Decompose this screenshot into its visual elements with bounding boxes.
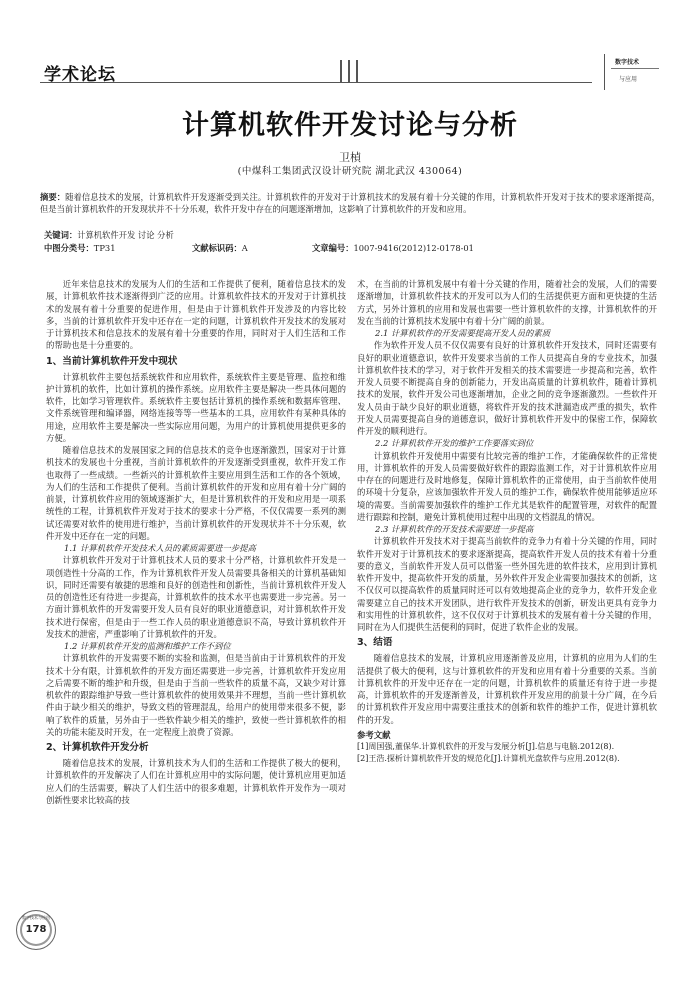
journal-logo — [604, 54, 661, 90]
header-divider-bars — [338, 60, 360, 82]
left-column — [46, 278, 346, 806]
section-heading-1: 1、当前计算机软件开发中现状 — [46, 355, 178, 367]
author: 卫楨 — [339, 151, 361, 164]
paragraph: 计算机软件主要包括系统软件和应用软件，系统软件主要是管理、监控和维护计算机的软件，比如计算机的操作系统。应用软件主要是解决一些具体问题的软件，比如学习管理软件。系统软件主要包括计算机的操作系统和数据库管理、文件系统管理和编译器，网络连接等等一些基本的工具，应用软件有某种具体的用途，应用软件主要是解决一些实际应用问题，为用户的计算机使用提供更多的方便。 — [46, 371, 346, 443]
references-heading: 参考文献 — [357, 729, 391, 740]
paragraph: 随着信息技术的发展，计算机应用逐渐普及应用，计算机的应用为人们的生活提供了极大的便利，这与计算机软件的开发和应用有着十分重要的关系。当前计算机软件的开发中还存在一定的问题，计算机软件的质量还有待于进一步提高，计算机软件的开发逐渐普及，计算机软件开发应用的前景十分广阔，在今后的计算机软件开发应用中需要注重技术的创新和软件的维护工作，促进计算机软件的开发。 — [357, 653, 657, 725]
clc-value: TP31 — [93, 243, 116, 253]
section-label: 学术论坛 — [44, 65, 116, 85]
badge-ring-text: 数字技术与应用 — [22, 915, 50, 920]
section-heading-2: 2、计算机软件开发分析 — [46, 742, 149, 753]
paragraph: 作为软件开发人员不仅仅需要有良好的计算机软件开发技术，同时还需要有良好的职业道德意识，软件开发要求当前的工作人员提高自身的专业技术，加强计算机软件技术的学习，对于软件开发相关的技术需要进一步提高和完善，软件开发人员要不断提高自身的创新能力，开发出高质量的计算机软件，随着计算机技术的发展，软件开发公司也逐渐增加，企业之间的竞争逐渐激烈。一些软件开发人员由于缺少良好的职业道德，将软件开发的技术泄漏造成严重的损失，软件开发人员需要提高自身的道德意识，做好计算机软件开发中的保密工作，保障软件开发的顺利进行。 — [357, 340, 657, 436]
subsection-heading-2-1: 2.1 计算机软件的开发需要提高开发人员的素质 — [375, 328, 551, 338]
paragraph: 术，在当前的计算机发展中有着十分关键的作用，随着社会的发展，人们的需要逐渐增加，计算机软件技术的开发可以为人们的生活提供更方面和更快捷的生活方式，另外计算机的应用和发展也需要一些计算机软件的支撑，计算机软件的开发在当前的计算机技术发展中有着十分广阔的前景。 — [357, 279, 657, 326]
paragraph: 计算机软件的开发需要不断的实验和监测，但是当前由于计算机软件的开发技术十分有限，计算机软件的开发方面还需要进一步完善，计算机软件开发应用之后需要不断的维护和升级，但是由于当前一些软件的质量不高，又缺少对计算机软件的跟踪维护导致一些计算机软件的使用效果并不理想，当前一些计算机软件由于缺少相关的维护，导致文档的管理混乱，给用户的使用带来很多不便，影响了软件的质量，另外由于一些软件缺少相关的维护，致使一些计算机软件的相关的功能未能及时开发，在一定程度上浪费了资源。 — [46, 653, 346, 737]
paragraph: 计算机软件开发技术对于提高当前软件的竞争力有着十分关键的作用，同时软件开发对于计算机技术的要求逐渐提高，提高软件开发人员的技术有着十分重要的意义，当前软件开发人员可以借鉴一些外国先进的软件技术，应用到计算机软件开发中，提高软件开发的质量，另外软件开发企业需要加强技术的创新，这不仅仅可以提高软件的质量同时还可以有效地提高企业的竞争力，软件开发企业需要建立自己的技术开发团队，进行软件开发技术的创新，研发出更具有竞争力和实用性的计算机软件，这不仅仅对于计算机技术的发展有着十分关键的作用，同时在为人们提供生活便利的同时，促进了软件企业的发展。 — [357, 536, 657, 632]
keywords-label: 关键词： — [44, 230, 78, 240]
keywords-text: 计算机软件开发 讨论 分析 — [77, 230, 174, 240]
page-number-badge — [16, 910, 56, 950]
article-no-value: 1007-9416(2012)12-0178-01 — [353, 243, 474, 253]
page-number: 178 — [25, 924, 47, 935]
right-column — [357, 278, 657, 764]
abstract — [40, 191, 660, 215]
reference-item: [1]周国强,董保华.计算机软件的开发与发展分析[J].信息与电脑.2012(8). — [357, 742, 615, 751]
abstract-label: 摘要： — [40, 192, 66, 202]
logo-bottom-text: 与应用 — [619, 76, 638, 83]
header-rule — [40, 82, 592, 83]
keywords — [44, 229, 174, 241]
paragraph: 随着信息技术的发展国家之间的信息技术的竞争也逐渐激烈，国家对于计算机技术的发展也十分重视，当前计算机软件的开发逐渐受到重视，软件开发工作也取得了一些成绩。一些新兴的计算机软件主要应用到生活和工作的各个领域，为人们的生活和工作提供了便利。当前计算机软件的开发和应用有着十分广阔的前景，计算机软件应用的领域逐渐扩大，但是计算机软件的开发和应用是一项系统性的工程，计算机软件开发对于技术的要求十分严格，不仅仅需要一系列的测试还需要对软件的使用进行维护，当前计算机软件的开发现状并不十分乐观，软件开发中还存在一定的问题。 — [46, 445, 346, 541]
reference-item: [2]王浩.探析计算机软件开发的规范化[J].计算机光盘软件与应用.2012(8). — [357, 753, 620, 763]
paragraph: 计算机软件开发对于计算机技术人员的要求十分严格，计算机软件开发是一项创造性十分高的工作，作为计算机软件开发人员需要具备相关的计算机基础知识，同时还需要有敏捷的思维和良好的创造性和创新性，当前计算机软件开发人员的创造性还有待进一步提高，计算机软件的技术水平也需要进一步完善。另一方面计算机软件的开发需要开发人员有良好的职业道德意识，对计算机软件开发技术进行保密，但是由于一些工作人员的职业道德意识不高，导致计算机软件开发技术的泄密，严重影响了计算机软件的开发。 — [46, 555, 346, 639]
subsection-heading-2-3: 2.3 计算机软件的开发技术需要进一步提高 — [375, 524, 534, 534]
paragraph: 计算机软件开发使用中需要有比较完善的维护工作，才能确保软件的正常使用，计算机软件的开发人员需要做好软件的跟踪监测工作，对于计算机软件应用中存在的问题进行及时地修复，保障计算机软件的正常使用，由于当前软件使用的环境十分复杂，应该加强软件开发人员的维护工作，确保软件使用能够适应环境的需要。当前需要加强软件的维护工作尤其是软件的配置管理，对软件的配置进行跟踪和控制，避免计算机使用过程中出现的文档混乱的情况。 — [357, 450, 657, 522]
subsection-heading-1-1: 1.1 计算机软件开发技术人员的素质需要进一步提高 — [64, 543, 256, 553]
intro-paragraph: 近年来信息技术的发展为人们的生活和工作提供了便利，随着信息技术的发展，计算机软件技术逐渐得到广泛的应用。计算机软件技术的开发对于计算机技术的发展有着十分重要的促进作用，但是由于计算机软件开发涉及的内容比较多，当前的计算机软件开发中还存在一定的问题，计算机软件开发技术的发展对于计算机技术和信息技术的发展有着十分重要的作用，同时对于人们生活和工作的帮助也是十分重要的。 — [46, 279, 346, 351]
doc-code-label: 文献标识码： — [192, 243, 242, 253]
article-title: 计算机软件开发讨论与分析 — [182, 110, 518, 141]
subsection-heading-2-2: 2.2 计算机软件开发的维护工作要落实到位 — [375, 438, 534, 449]
article-no-label: 文章编号： — [312, 243, 354, 253]
clc-label: 中图分类号： — [44, 243, 94, 253]
abstract-text: 随着信息技术的发展，计算机软件开发逐渐受到关注。计算机软件的开发对于计算机技术的发展有着十分关键的作用，计算机软件开发对于技术的要求逐渐提高，但是当前计算机软件的开发现状并不十分乐观，软件开发中存在的问题逐渐增加，这影响了计算机软件的开发和应用。 — [40, 192, 660, 214]
paragraph: 随着信息技术的发展，计算机技术为人们的生活和工作提供了极大的便利，计算机软件的开发解决了人们在计算机应用中的实际问题，使计算机应用更加适应人们的生活需要，解决了人们生活中的很多难题，计算机软件开发作为一项对创新性要求比较高的技 — [46, 758, 346, 805]
affiliation: (中煤科工集团武汉设计研究院 湖北武汉 430064) — [237, 166, 463, 177]
doc-code-value: A — [241, 243, 248, 253]
section-heading-3: 3、结语 — [357, 637, 393, 649]
subsection-heading-1-2: 1.2 计算机软件开发的监测和维护工作不到位 — [64, 641, 231, 651]
logo-top-text: 数字技术 — [615, 59, 640, 66]
